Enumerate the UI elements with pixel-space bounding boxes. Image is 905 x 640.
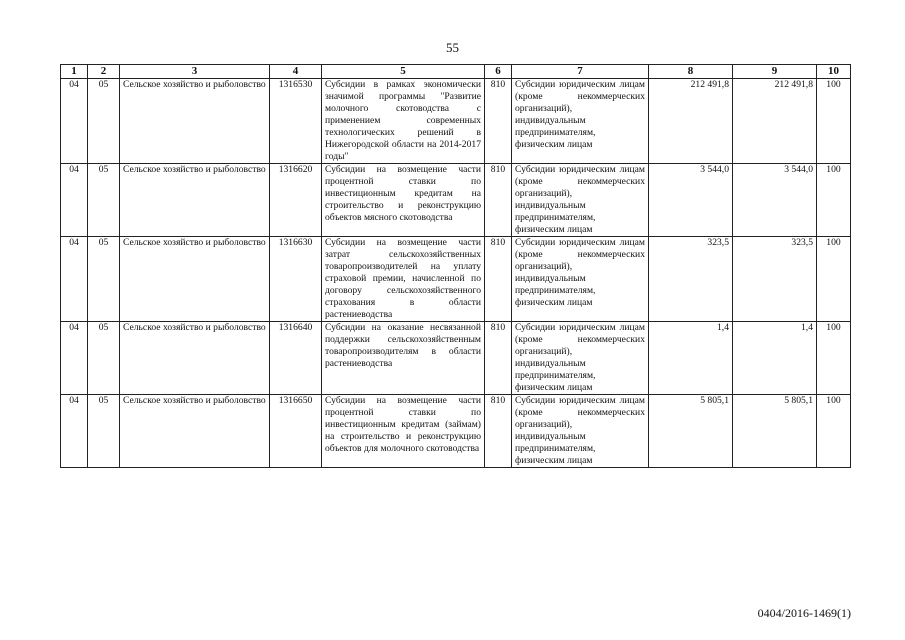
table-row: [61, 164, 851, 237]
planned-amount: 3 544,0: [649, 164, 733, 237]
col-header-7: 7: [512, 65, 649, 79]
expense-type-code: 810: [485, 237, 512, 322]
document-id: 0404/2016-1469(1): [757, 606, 851, 620]
target-article-name: Субсидии на возмещение части процентной ставки по инвестиционным кредитам (займам) на строительство и реконструкцию объектов для молочного скотоводства: [322, 395, 485, 468]
budget-table: [60, 64, 851, 468]
target-article-code: 1316530: [270, 79, 322, 164]
subsection-code: 05: [88, 322, 120, 395]
executed-amount: 323,5: [733, 237, 817, 322]
section-code: 04: [61, 322, 88, 395]
subsection-name: Сельское хозяйство и рыболовство: [120, 164, 270, 237]
execution-percent: 100: [817, 79, 851, 164]
subsection-code: 05: [88, 79, 120, 164]
subsection-name: Сельское хозяйство и рыболовство: [120, 79, 270, 164]
col-header-8: 8: [649, 65, 733, 79]
section-code: 04: [61, 79, 88, 164]
col-header-4: 4: [270, 65, 322, 79]
target-article-name: Субсидии на возмещение части затрат сельскохозяйственных товаропроизводителей на уплату страховой премии, начисленной по договору сельскохозяйственного страхования в области растениеводства: [322, 237, 485, 322]
execution-percent: 100: [817, 322, 851, 395]
subsection-name: Сельское хозяйство и рыболовство: [120, 322, 270, 395]
table-row: [61, 237, 851, 322]
planned-amount: 323,5: [649, 237, 733, 322]
col-header-1: 1: [61, 65, 88, 79]
col-header-5: 5: [322, 65, 485, 79]
planned-amount: 5 805,1: [649, 395, 733, 468]
planned-amount: 212 491,8: [649, 79, 733, 164]
subsection-name: Сельское хозяйство и рыболовство: [120, 237, 270, 322]
expense-type-name: Субсидии юридическим лицам (кроме некоммерческих организаций), индивидуальным предпринимателям, физическим лицам: [512, 164, 649, 237]
col-header-3: 3: [120, 65, 270, 79]
planned-amount: 1,4: [649, 322, 733, 395]
expense-type-code: 810: [485, 164, 512, 237]
col-header-9: 9: [733, 65, 817, 79]
table-row: [61, 322, 851, 395]
header-row: [61, 65, 851, 79]
expense-type-code: 810: [485, 395, 512, 468]
executed-amount: 3 544,0: [733, 164, 817, 237]
section-code: 04: [61, 395, 88, 468]
page-number: 55: [446, 40, 459, 55]
subsection-code: 05: [88, 237, 120, 322]
col-header-6: 6: [485, 65, 512, 79]
expense-type-code: 810: [485, 79, 512, 164]
col-header-10: 10: [817, 65, 851, 79]
executed-amount: 212 491,8: [733, 79, 817, 164]
expense-type-name: Субсидии юридическим лицам (кроме некоммерческих организаций), индивидуальным предпринимателям, физическим лицам: [512, 237, 649, 322]
col-header-2: 2: [88, 65, 120, 79]
target-article-code: 1316620: [270, 164, 322, 237]
table-row: [61, 395, 851, 468]
execution-percent: 100: [817, 395, 851, 468]
executed-amount: 1,4: [733, 322, 817, 395]
expense-type-code: 810: [485, 322, 512, 395]
target-article-name: Субсидии на оказание несвязанной поддержки сельскохозяйственным товаропроизводителям в области растениеводства: [322, 322, 485, 395]
subsection-name: Сельское хозяйство и рыболовство: [120, 395, 270, 468]
target-article-code: 1316650: [270, 395, 322, 468]
target-article-code: 1316640: [270, 322, 322, 395]
section-code: 04: [61, 164, 88, 237]
expense-type-name: Субсидии юридическим лицам (кроме некоммерческих организаций), индивидуальным предпринимателям, физическим лицам: [512, 322, 649, 395]
expense-type-name: Субсидии юридическим лицам (кроме некоммерческих организаций), индивидуальным предпринимателям, физическим лицам: [512, 395, 649, 468]
target-article-code: 1316630: [270, 237, 322, 322]
target-article-name: Субсидии на возмещение части процентной ставки по инвестиционным кредитам на строительство и реконструкцию объектов мясного скотоводства: [322, 164, 485, 237]
executed-amount: 5 805,1: [733, 395, 817, 468]
target-article-name: Субсидии в рамках экономически значимой программы "Развитие молочного скотоводства с применением современных технологических решений в Нижегородской области на 2014-2017 годы": [322, 79, 485, 164]
subsection-code: 05: [88, 395, 120, 468]
execution-percent: 100: [817, 237, 851, 322]
expense-type-name: Субсидии юридическим лицам (кроме некоммерческих организаций), индивидуальным предпринимателям, физическим лицам: [512, 79, 649, 164]
table-row: [61, 79, 851, 164]
section-code: 04: [61, 237, 88, 322]
subsection-code: 05: [88, 164, 120, 237]
execution-percent: 100: [817, 164, 851, 237]
